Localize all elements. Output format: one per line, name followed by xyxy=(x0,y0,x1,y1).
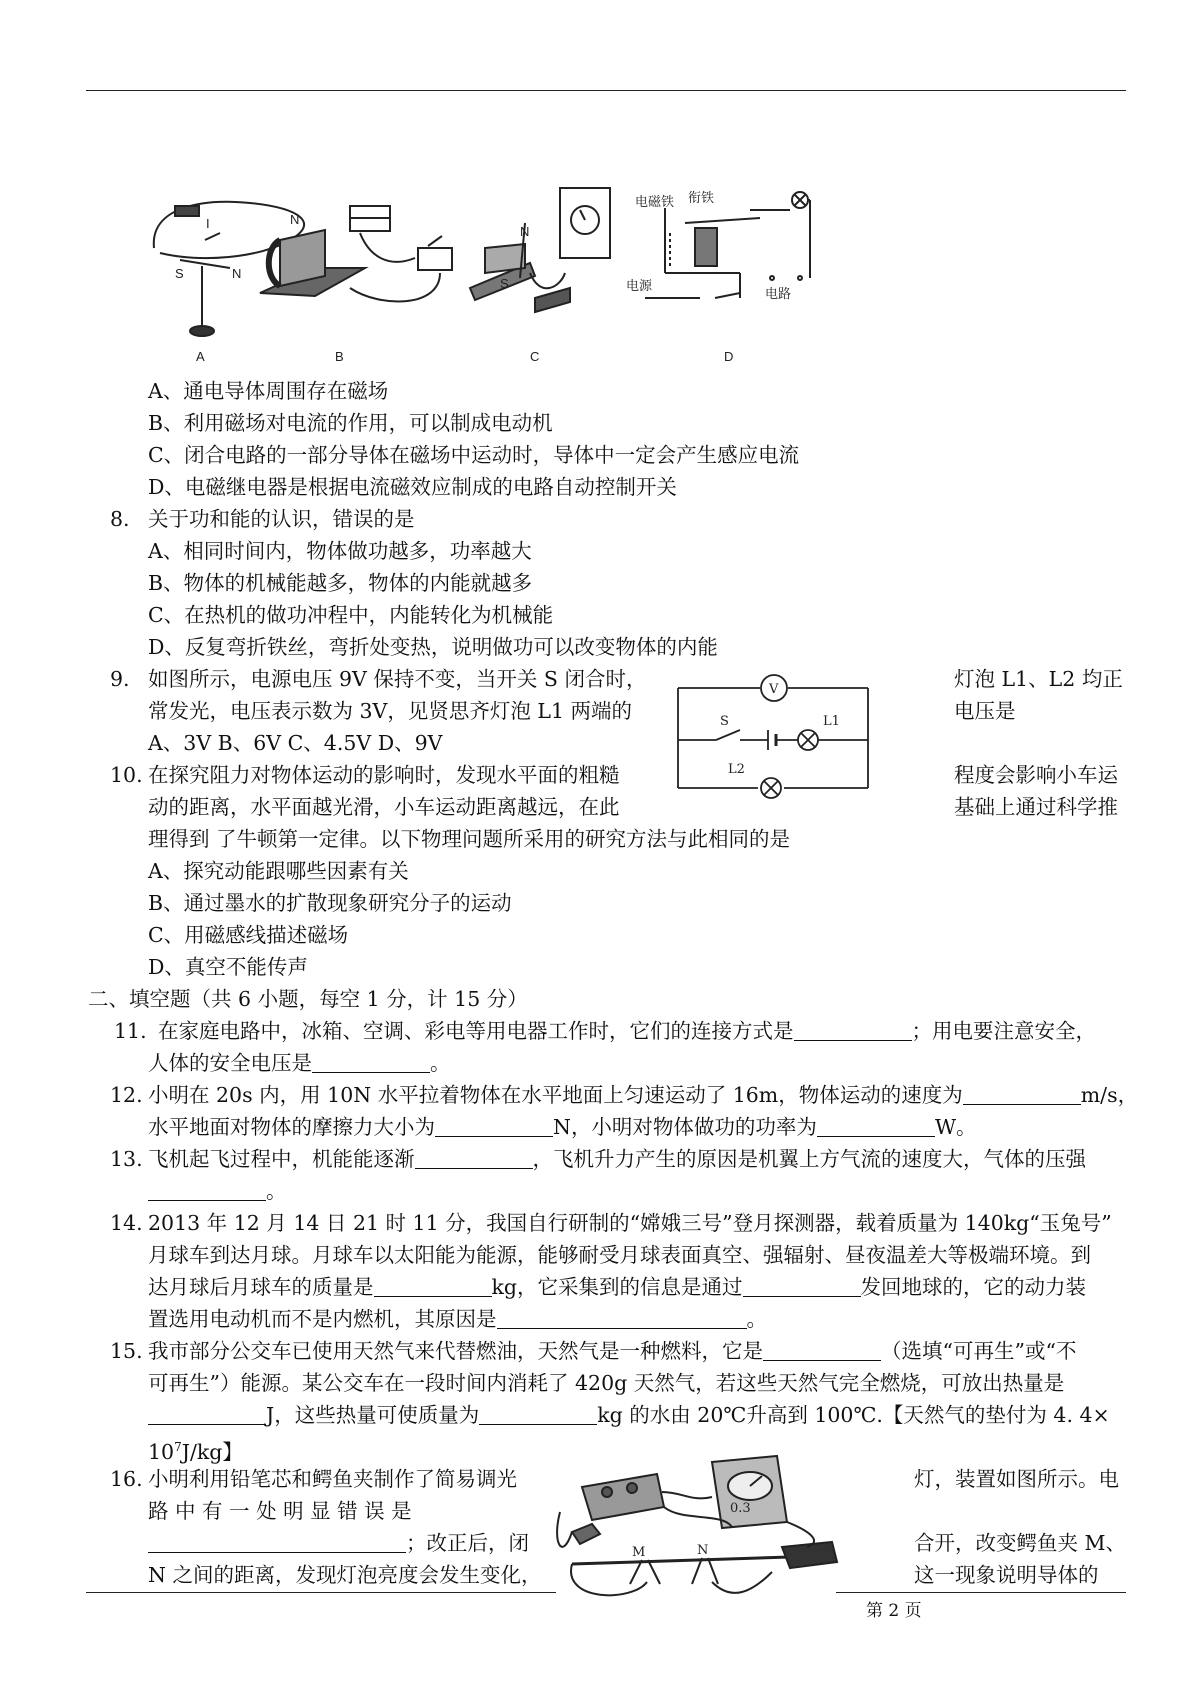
q15-exponent: 7 xyxy=(174,1440,182,1454)
section-2-heading: 二、填空题（共 6 小题，每空 1 分，计 15 分） xyxy=(88,987,528,1011)
q13-line2 xyxy=(148,1178,287,1204)
q12-number: 12. xyxy=(110,1083,143,1107)
label-n-b: N xyxy=(290,212,300,227)
q10-option-a: A、探究动能跟哪些因素有关 xyxy=(148,859,409,883)
q15-text-4b: J/kg】 xyxy=(181,1439,243,1464)
meter-reading-label: 0.3 xyxy=(730,1501,751,1516)
label-circuit: 电路 xyxy=(765,286,792,301)
q8-option-d: D、反复弯折铁丝，弯折处变热，说明做功可以改变物体的内能 xyxy=(148,635,718,659)
q12-text-d: N，小明对物体做功的功率为 xyxy=(553,1115,817,1139)
q13-number: 13. xyxy=(110,1147,143,1171)
q10-number: 10. xyxy=(110,763,143,787)
q9-number: 9. xyxy=(110,667,130,691)
q15-number: 15. xyxy=(110,1339,143,1363)
label-s-a: S xyxy=(175,266,184,281)
q10-line3: 理得到 了牛顿第一定律。以下物理问题所采用的研究方法与此相同的是 xyxy=(148,827,791,851)
q14-line1: 2013 年 12 月 14 日 21 时 11 分，我国自行研制的“嫦娥三号”登月探测器，载着质量为 140kg“玉兔号” xyxy=(148,1211,1112,1235)
q13-text-a: 飞机起飞过程中，机能能逐渐 xyxy=(148,1147,415,1171)
q13-line1 xyxy=(148,1146,1086,1172)
footer-rule-left xyxy=(86,1592,556,1593)
q12-text-e: W。 xyxy=(934,1115,977,1139)
q16-line4-right: 这一现象说明导体的 xyxy=(914,1563,1099,1587)
q14-blank-3[interactable] xyxy=(497,1308,747,1329)
lamp-l2-label: L2 xyxy=(728,762,745,777)
switch-s-label: S xyxy=(720,714,729,729)
q16-line3 xyxy=(148,1530,529,1556)
label-n-c: N xyxy=(520,224,530,239)
label-power-source: 电源 xyxy=(626,278,653,293)
q10-line1-right: 程度会影响小车运 xyxy=(954,763,1118,787)
q16-line2-right xyxy=(914,1530,1126,1556)
clip-n-label: N xyxy=(697,1543,709,1558)
q15-text-3a: J，这些热量可使质量为 xyxy=(266,1403,480,1427)
q11-text-d: 。 xyxy=(430,1051,451,1075)
q9-options: A、3V B、6V C、4.5V D、9V xyxy=(148,731,443,755)
q14-line4 xyxy=(148,1306,767,1332)
q10-line1-left: 在探究阻力对物体运动的影响时，发现水平面的粗糙 xyxy=(148,763,620,787)
q13-blank-1[interactable] xyxy=(415,1148,533,1169)
figure-q9-circuit xyxy=(668,670,880,800)
q9-line1-left: 如图所示，电源电压 9V 保持不变，当开关 S 闭合时， xyxy=(148,667,647,691)
q8-option-a: A、相同时间内，物体做功越多，功率越大 xyxy=(148,539,532,563)
page-number: 第 2 页 xyxy=(866,1601,922,1621)
q12-text-c: 水平地面对物体的摩擦力大小为 xyxy=(148,1115,435,1139)
q15-line3 xyxy=(148,1402,1110,1428)
label-armature: 衔铁 xyxy=(688,190,715,205)
lamp-l1-label: L1 xyxy=(823,714,840,729)
label-current-i: I xyxy=(206,216,210,231)
q10-option-b: B、通过墨水的扩散现象研究分子的运动 xyxy=(148,891,512,915)
q14-blank-2[interactable] xyxy=(743,1276,861,1297)
apparatus-b-motor xyxy=(260,206,452,302)
q13-text-b: ，飞机升力产生的原因是机翼上方气流的速度大，气体的压强 xyxy=(532,1147,1086,1171)
figure-label-b: B xyxy=(335,349,344,364)
q16-line1-right: 灯，装置如图所示。电 xyxy=(914,1467,1119,1491)
q10-line2-right: 基础上通过科学推 xyxy=(954,795,1118,819)
figure-label-d: D xyxy=(724,349,734,364)
label-n-a: N xyxy=(232,266,242,281)
q11-blank-1[interactable] xyxy=(794,1020,912,1041)
q12-blank-1[interactable] xyxy=(963,1084,1081,1105)
q15-text-4: 10 xyxy=(148,1439,175,1464)
q11-blank-2[interactable] xyxy=(312,1052,430,1073)
q15-text-3b: kg 的水由 20℃升高到 100℃.【天然气的垫付为 4. 4× xyxy=(597,1403,1110,1427)
q14-text-4b: 。 xyxy=(746,1307,767,1331)
q11-text-b: ；用电要注意安全， xyxy=(911,1019,1096,1043)
q16-line2-right-text: 合开，改变鳄鱼夹 M、 xyxy=(914,1531,1127,1555)
q12-text-b: m/s， xyxy=(1080,1083,1139,1107)
q12-line2 xyxy=(148,1114,977,1140)
q13-blank-2[interactable] xyxy=(148,1180,266,1201)
label-electromagnet: 电磁铁 xyxy=(635,194,675,209)
apparatus-c-induction xyxy=(470,188,610,312)
q15-line1 xyxy=(148,1338,1076,1364)
header-rule xyxy=(86,90,1126,91)
q9-line2-right: 电压是 xyxy=(954,699,1016,723)
q14-text-3c: 发回地球的，它的动力装 xyxy=(860,1275,1087,1299)
q14-number: 14. xyxy=(110,1211,143,1235)
figure-label-a: A xyxy=(196,349,205,364)
q7-option-d: D、电磁继电器是根据电流磁效应制成的电路自动控制开关 xyxy=(148,475,677,499)
q16-text-3: ；改正后，闭 xyxy=(406,1531,529,1555)
q16-line1-left: 小明利用铅笔芯和鳄鱼夹制作了简易调光 xyxy=(148,1467,517,1491)
q16-line4-left: N 之间的距离，发现灯泡亮度会发生变化， xyxy=(148,1563,542,1587)
q15-line2: 可再生”）能源。某公交车在一段时间内消耗了 420g 天然气，若这些天然气完全燃烧，可放出热量是 xyxy=(148,1371,1065,1395)
q15-blank-2[interactable] xyxy=(148,1404,266,1425)
q7-option-a: A、通电导体周围存在磁场 xyxy=(148,379,389,403)
footer-rule-right xyxy=(836,1592,1126,1593)
q16-line2-left: 路 中 有 一 处 明 显 错 误 是 xyxy=(148,1499,412,1523)
q16-number: 16. xyxy=(110,1467,143,1491)
q10-option-c: C、用磁感线描述磁场 xyxy=(148,923,349,947)
q15-text-1a: 我市部分公交车已使用天然气来代替燃油，天然气是一种燃料，它是 xyxy=(148,1339,763,1363)
q10-option-d: D、真空不能传声 xyxy=(148,955,308,979)
q9-line2-left: 常发光，电压表示数为 3V，见贤思齐灯泡 L1 两端的 xyxy=(148,699,633,723)
q8-number: 8. xyxy=(110,507,130,531)
q11-line1 xyxy=(158,1018,1096,1044)
q11-line2 xyxy=(148,1050,451,1076)
q8-stem: 关于功和能的认识，错误的是 xyxy=(148,507,415,531)
q7-option-c: C、闭合电路的一部分导体在磁场中运动时，导体中一定会产生感应电流 xyxy=(148,443,800,467)
q14-text-3a: 达月球后月球车的质量是 xyxy=(148,1275,374,1299)
q15-blank-1[interactable] xyxy=(763,1340,881,1361)
voltmeter-label: V xyxy=(769,682,779,697)
q8-option-b: B、物体的机械能越多，物体的内能就越多 xyxy=(148,571,533,595)
q12-line1 xyxy=(148,1082,1138,1108)
label-s-c: S xyxy=(500,276,509,291)
q10-line2-left: 动的距离，水平面越光滑，小车运动距离越远，在此 xyxy=(148,795,620,819)
q14-line3 xyxy=(148,1274,1086,1300)
figure-q7-apparatus xyxy=(140,178,900,368)
figure-q16-dimmer xyxy=(552,1452,842,1612)
q12-text-a: 小明在 20s 内，用 10N 水平拉着物体在水平地面上匀速运动了 16m，物体运动的速度为 xyxy=(148,1083,963,1107)
q15-blank-3[interactable] xyxy=(479,1404,597,1425)
q14-text-3b: kg，它采集到的信息是通过 xyxy=(491,1275,743,1299)
q14-line2: 月球车到达月球。月球车以太阳能为能源，能够耐受月球表面真空、强辐射、昼夜温差大等极端环境。到 xyxy=(148,1243,1091,1267)
q14-blank-1[interactable] xyxy=(374,1276,492,1297)
q13-text-c: 。 xyxy=(266,1179,287,1203)
q8-option-c: C、在热机的做功冲程中，内能转化为机械能 xyxy=(148,603,554,627)
q15-line4 xyxy=(148,1434,243,1465)
q9-line1-right: 灯泡 L1、L2 均正 xyxy=(954,667,1123,691)
q7-option-b: B、利用磁场对电流的作用，可以制成电动机 xyxy=(148,411,553,435)
q12-blank-3[interactable] xyxy=(817,1116,935,1137)
q14-text-4a: 置选用电动机而不是内燃机，其原因是 xyxy=(148,1307,497,1331)
q11-number: 11. xyxy=(114,1019,147,1043)
q16-blank-1[interactable] xyxy=(148,1532,406,1553)
q11-text-c: 人体的安全电压是 xyxy=(148,1051,312,1075)
figure-label-c: C xyxy=(530,349,540,364)
q12-blank-2[interactable] xyxy=(435,1116,553,1137)
q11-text-a: 在家庭电路中，冰箱、空调、彩电等用电器工作时，它们的连接方式是 xyxy=(158,1019,794,1043)
clip-m-label: M xyxy=(632,1545,646,1560)
q15-text-1b: （选填“可再生”或“不 xyxy=(881,1339,1077,1363)
